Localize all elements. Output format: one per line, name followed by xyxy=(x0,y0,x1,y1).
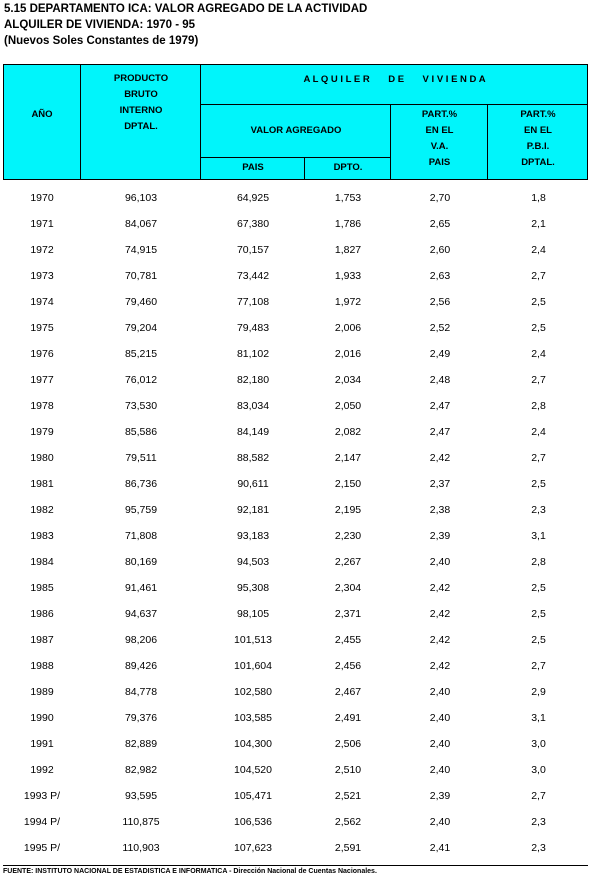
cell-part-pbi: 2,7 xyxy=(531,790,546,802)
cell-pais: 93,183 xyxy=(236,530,270,542)
table-row xyxy=(3,731,588,757)
table-body xyxy=(3,185,588,861)
cell-pbi: 70,781 xyxy=(124,270,158,282)
cell-part-pbi: 2,4 xyxy=(531,426,546,438)
cell-dpto: 2,082 xyxy=(334,426,362,438)
cell-pbi: 82,889 xyxy=(124,738,158,750)
cell-part-pbi: 3,0 xyxy=(531,764,546,776)
cell-pais: 84,149 xyxy=(236,426,270,438)
cell-pais: 104,520 xyxy=(234,764,272,776)
cell-pbi: 79,511 xyxy=(125,452,157,464)
cell-pais: 64,925 xyxy=(236,192,270,204)
cell-dpto: 2,147 xyxy=(334,452,362,464)
cell-dpto: 2,006 xyxy=(334,322,362,334)
cell-part-va: 2,40 xyxy=(429,816,451,828)
cell-part-va: 2,42 xyxy=(429,660,451,672)
cell-pbi: 110,903 xyxy=(122,842,160,854)
cell-part-va: 2,42 xyxy=(429,452,451,464)
cell-year: 1976 xyxy=(30,348,54,360)
cell-dpto: 2,034 xyxy=(334,374,362,386)
cell-part-pbi: 2,5 xyxy=(531,608,546,620)
title-line-1: 5.15 DEPARTAMENTO ICA: VALOR AGREGADO DE LA ACTIVIDAD xyxy=(4,3,368,15)
cell-year: 1984 xyxy=(30,556,54,568)
cell-pbi: 91,461 xyxy=(124,582,158,594)
title-line-2: ALQUILER DE VIVIENDA: 1970 - 95 xyxy=(4,19,196,31)
cell-pbi: 98,206 xyxy=(124,634,158,646)
cell-pbi: 82,982 xyxy=(124,764,158,776)
header-bottom-border xyxy=(3,179,588,180)
cell-year: 1988 xyxy=(30,660,54,672)
cell-pbi: 79,460 xyxy=(124,296,158,308)
divider-alquiler xyxy=(200,104,588,105)
cell-year: 1992 xyxy=(30,764,54,776)
cell-part-va: 2,38 xyxy=(429,504,451,516)
cell-dpto: 2,591 xyxy=(334,842,362,854)
cell-pais: 67,380 xyxy=(236,218,270,230)
table-row xyxy=(3,523,588,549)
cell-dpto: 2,150 xyxy=(334,478,362,490)
cell-dpto: 2,456 xyxy=(334,660,362,672)
cell-part-pbi: 2,3 xyxy=(531,816,546,828)
cell-pbi: 93,595 xyxy=(124,790,158,802)
cell-part-va: 2,63 xyxy=(429,270,451,282)
cell-pais: 94,503 xyxy=(236,556,270,568)
cell-part-pbi: 2,9 xyxy=(531,686,546,698)
cell-part-pbi: 2,4 xyxy=(531,348,546,360)
header-valor-agregado: VALOR AGREGADO xyxy=(250,125,342,136)
table-row xyxy=(3,809,588,835)
cell-part-pbi: 2,1 xyxy=(531,218,546,230)
cell-pbi: 94,637 xyxy=(124,608,158,620)
cell-pbi: 95,759 xyxy=(124,504,158,516)
cell-pais: 98,105 xyxy=(236,608,270,620)
cell-pais: 103,585 xyxy=(234,712,272,724)
cell-part-va: 2,48 xyxy=(429,374,451,386)
cell-dpto: 2,267 xyxy=(334,556,362,568)
cell-pbi: 76,012 xyxy=(124,374,158,386)
cell-pbi: 110,875 xyxy=(122,816,160,828)
cell-pais: 92,181 xyxy=(236,504,270,516)
table-row xyxy=(3,497,588,523)
cell-dpto: 1,972 xyxy=(334,296,362,308)
cell-year: 1981 xyxy=(30,478,54,490)
cell-part-pbi: 2,7 xyxy=(531,374,546,386)
cell-year: 1982 xyxy=(30,504,54,516)
cell-pbi: 79,204 xyxy=(124,322,158,334)
table-row xyxy=(3,367,588,393)
table-row xyxy=(3,289,588,315)
cell-year: 1995 P/ xyxy=(23,842,61,854)
cell-pais: 83,034 xyxy=(236,400,270,412)
cell-pais: 81,102 xyxy=(236,348,270,360)
cell-dpto: 2,506 xyxy=(334,738,362,750)
cell-part-va: 2,40 xyxy=(429,686,451,698)
header-part-pbi: PART.% EN EL P.B.I. DPTAL. xyxy=(520,109,556,168)
cell-pbi: 85,215 xyxy=(124,348,158,360)
cell-part-va: 2,47 xyxy=(429,400,451,412)
cell-dpto: 2,195 xyxy=(334,504,362,516)
title-line-3: (Nuevos Soles Constantes de 1979) xyxy=(4,35,199,47)
cell-part-va: 2,56 xyxy=(429,296,451,308)
cell-part-va: 2,60 xyxy=(429,244,451,256)
table-row xyxy=(3,445,588,471)
cell-part-pbi: 2,5 xyxy=(531,478,546,490)
cell-pais: 105,471 xyxy=(234,790,272,802)
cell-part-pbi: 2,4 xyxy=(531,244,546,256)
table-row xyxy=(3,471,588,497)
cell-dpto: 1,786 xyxy=(334,218,362,230)
cell-pbi: 86,736 xyxy=(124,478,158,490)
cell-part-pbi: 3,1 xyxy=(531,530,546,542)
cell-dpto: 2,371 xyxy=(334,608,362,620)
cell-part-va: 2,41 xyxy=(429,842,451,854)
cell-dpto: 2,050 xyxy=(334,400,362,412)
cell-dpto: 1,827 xyxy=(334,244,362,256)
table-row xyxy=(3,549,588,575)
cell-part-pbi: 2,8 xyxy=(531,400,546,412)
cell-part-va: 2,70 xyxy=(429,192,451,204)
cell-pais: 102,580 xyxy=(234,686,272,698)
table-row xyxy=(3,679,588,705)
table-row xyxy=(3,835,588,861)
cell-part-pbi: 2,5 xyxy=(531,296,546,308)
cell-dpto: 1,933 xyxy=(334,270,362,282)
cell-part-pbi: 2,5 xyxy=(531,582,546,594)
table-title xyxy=(4,1,367,49)
table-row xyxy=(3,393,588,419)
cell-dpto: 2,304 xyxy=(334,582,362,594)
table-row xyxy=(3,575,588,601)
table-row xyxy=(3,237,588,263)
divider-valor-agregado xyxy=(200,157,391,158)
cell-part-va: 2,49 xyxy=(429,348,451,360)
header-pais: PAIS xyxy=(242,162,264,173)
cell-dpto: 2,491 xyxy=(334,712,362,724)
cell-year: 1990 xyxy=(30,712,54,724)
cell-part-pbi: 3,0 xyxy=(531,738,546,750)
cell-part-pbi: 2,5 xyxy=(531,634,546,646)
cell-year: 1980 xyxy=(30,452,54,464)
cell-pais: 107,623 xyxy=(234,842,272,854)
cell-pais: 82,180 xyxy=(236,374,270,386)
cell-part-va: 2,47 xyxy=(429,426,451,438)
cell-part-va: 2,39 xyxy=(429,530,451,542)
cell-part-pbi: 3,1 xyxy=(531,712,546,724)
header-part-va: PART.% EN EL V.A. PAIS xyxy=(421,109,458,168)
cell-year: 1977 xyxy=(30,374,54,386)
cell-pais: 73,442 xyxy=(236,270,270,282)
cell-dpto: 2,230 xyxy=(334,530,362,542)
cell-pais: 88,582 xyxy=(236,452,270,464)
cell-pais: 101,513 xyxy=(234,634,272,646)
cell-pbi: 89,426 xyxy=(124,660,158,672)
cell-dpto: 2,467 xyxy=(334,686,362,698)
cell-part-va: 2,40 xyxy=(429,712,451,724)
table-row xyxy=(3,757,588,783)
cell-year: 1987 xyxy=(30,634,54,646)
cell-dpto: 2,016 xyxy=(334,348,362,360)
footer-divider xyxy=(3,865,588,866)
table-row xyxy=(3,419,588,445)
cell-year: 1978 xyxy=(30,400,54,412)
cell-part-pbi: 2,5 xyxy=(531,322,546,334)
cell-part-va: 2,40 xyxy=(429,738,451,750)
cell-pais: 104,300 xyxy=(234,738,272,750)
cell-year: 1985 xyxy=(30,582,54,594)
source-note: FUENTE: INSTITUTO NACIONAL DE ESTADISTICA E INFORMATICA - Dirección Nacional de Cuentas Nacionales. xyxy=(3,868,377,875)
cell-year: 1975 xyxy=(30,322,54,334)
cell-year: 1994 P/ xyxy=(23,816,61,828)
table-row xyxy=(3,653,588,679)
cell-part-pbi: 1,8 xyxy=(531,192,546,204)
cell-year: 1993 P/ xyxy=(23,790,61,802)
cell-part-va: 2,42 xyxy=(429,582,451,594)
cell-dpto: 2,562 xyxy=(334,816,362,828)
cell-part-pbi: 2,7 xyxy=(531,270,546,282)
table-row xyxy=(3,263,588,289)
table-row xyxy=(3,627,588,653)
header-dpto: DPTO. xyxy=(333,162,363,173)
table-row xyxy=(3,783,588,809)
cell-part-va: 2,40 xyxy=(429,764,451,776)
header-top-border xyxy=(3,64,588,65)
cell-dpto: 1,753 xyxy=(334,192,362,204)
cell-dpto: 2,510 xyxy=(334,764,362,776)
cell-pais: 95,308 xyxy=(236,582,270,594)
cell-year: 1991 xyxy=(30,738,54,750)
cell-year: 1979 xyxy=(30,426,54,438)
cell-pbi: 84,067 xyxy=(124,218,158,230)
cell-part-va: 2,39 xyxy=(429,790,451,802)
cell-part-va: 2,40 xyxy=(429,556,451,568)
cell-year: 1974 xyxy=(30,296,54,308)
cell-pais: 106,536 xyxy=(234,816,272,828)
cell-year: 1983 xyxy=(30,530,54,542)
header-anio: AÑO xyxy=(31,109,53,120)
cell-part-va: 2,42 xyxy=(429,634,451,646)
cell-year: 1986 xyxy=(30,608,54,620)
table-row xyxy=(3,315,588,341)
cell-year: 1989 xyxy=(30,686,54,698)
table-row xyxy=(3,705,588,731)
cell-part-va: 2,65 xyxy=(429,218,451,230)
cell-part-va: 2,52 xyxy=(429,322,451,334)
cell-pbi: 96,103 xyxy=(124,192,158,204)
table-row xyxy=(3,341,588,367)
cell-pais: 70,157 xyxy=(236,244,270,256)
cell-pbi: 73,530 xyxy=(124,400,158,412)
header-alquiler-vivienda: A L Q U I L E R D E V I V I E N D A xyxy=(303,74,486,85)
cell-pais: 90,611 xyxy=(237,478,269,490)
cell-pbi: 84,778 xyxy=(124,686,158,698)
cell-part-pbi: 2,8 xyxy=(531,556,546,568)
cell-dpto: 2,521 xyxy=(334,790,362,802)
cell-pbi: 71,808 xyxy=(124,530,158,542)
cell-year: 1972 xyxy=(30,244,54,256)
cell-part-va: 2,42 xyxy=(429,608,451,620)
table-row xyxy=(3,211,588,237)
table-header xyxy=(3,64,588,180)
cell-pais: 79,483 xyxy=(236,322,270,334)
cell-part-pbi: 2,3 xyxy=(531,504,546,516)
cell-pbi: 79,376 xyxy=(124,712,158,724)
cell-pbi: 80,169 xyxy=(124,556,158,568)
cell-part-pbi: 2,3 xyxy=(531,842,546,854)
cell-dpto: 2,455 xyxy=(334,634,362,646)
cell-year: 1971 xyxy=(30,218,54,230)
cell-part-pbi: 2,7 xyxy=(531,660,546,672)
cell-part-pbi: 2,7 xyxy=(531,452,546,464)
cell-pais: 77,108 xyxy=(236,296,270,308)
cell-part-va: 2,37 xyxy=(429,478,451,490)
header-pbi: PRODUCTO BRUTO INTERNO DPTAL. xyxy=(113,73,169,132)
cell-pbi: 74,915 xyxy=(124,244,158,256)
table-row xyxy=(3,601,588,627)
cell-year: 1973 xyxy=(30,270,54,282)
cell-year: 1970 xyxy=(30,192,54,204)
table-row xyxy=(3,185,588,211)
cell-pbi: 85,586 xyxy=(124,426,158,438)
cell-pais: 101,604 xyxy=(234,660,272,672)
